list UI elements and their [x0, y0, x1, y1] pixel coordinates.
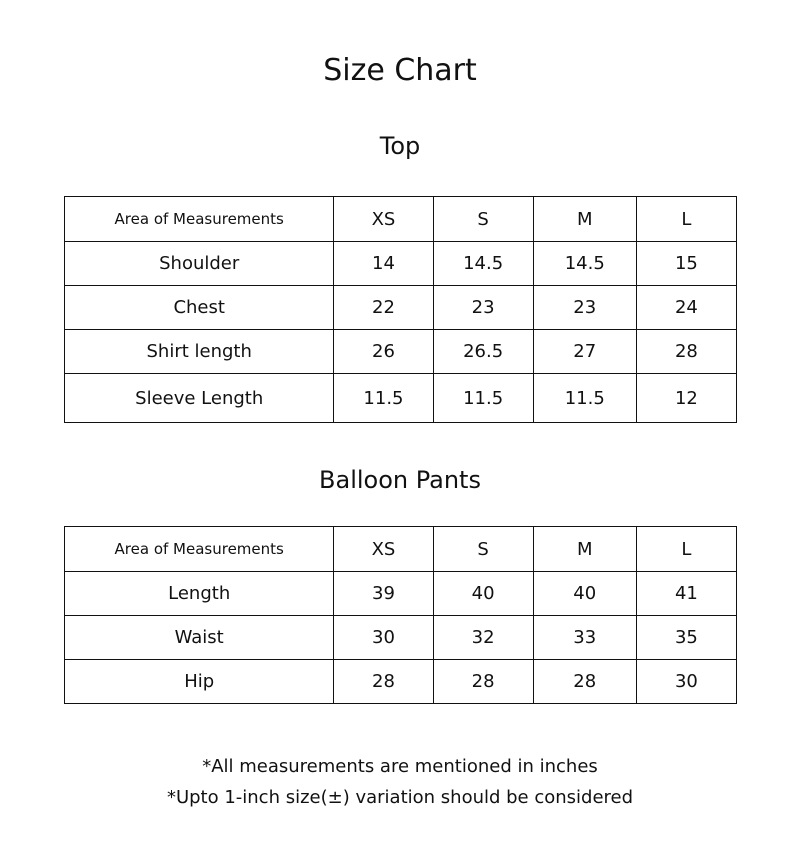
- table-row: [65, 572, 737, 616]
- cell-value: 26: [334, 330, 433, 374]
- cell-value: 39: [334, 572, 433, 616]
- cell-value: 41: [636, 572, 736, 616]
- cell-value: 30: [334, 616, 433, 660]
- cell-value: 14: [334, 242, 433, 286]
- top-section-title: Top: [379, 132, 421, 160]
- cell-value: 32: [433, 616, 533, 660]
- pants-section-title: Balloon Pants: [319, 466, 481, 494]
- table-row: [65, 286, 737, 330]
- table-header-row: [65, 527, 737, 572]
- header-size-l: L: [636, 197, 736, 242]
- header-area: Area of Measurements: [65, 527, 334, 572]
- top-size-table: [64, 196, 737, 423]
- cell-value: 11.5: [433, 374, 533, 423]
- cell-value: 28: [334, 660, 433, 704]
- cell-value: 35: [636, 616, 736, 660]
- cell-value: 14.5: [533, 242, 636, 286]
- header-size-xs: XS: [334, 197, 433, 242]
- header-size-m: M: [533, 527, 636, 572]
- row-label: Length: [65, 572, 334, 616]
- cell-value: 40: [533, 572, 636, 616]
- row-label: Sleeve Length: [65, 374, 334, 423]
- table-header-row: [65, 197, 737, 242]
- row-label: Shirt length: [65, 330, 334, 374]
- cell-value: 24: [636, 286, 736, 330]
- header-size-xs: XS: [334, 527, 433, 572]
- row-label: Hip: [65, 660, 334, 704]
- cell-value: 33: [533, 616, 636, 660]
- page-title: Size Chart: [323, 53, 477, 88]
- pants-size-table: [64, 526, 737, 704]
- cell-value: 40: [433, 572, 533, 616]
- cell-value: 28: [533, 660, 636, 704]
- cell-value: 15: [636, 242, 736, 286]
- cell-value: 30: [636, 660, 736, 704]
- cell-value: 26.5: [433, 330, 533, 374]
- cell-value: 28: [433, 660, 533, 704]
- cell-value: 11.5: [334, 374, 433, 423]
- table-row: [65, 374, 737, 423]
- table-row: [65, 660, 737, 704]
- table-row: [65, 242, 737, 286]
- size-variation-note: *Upto 1-inch size(±) variation should be considered: [166, 787, 634, 808]
- cell-value: 23: [433, 286, 533, 330]
- header-area: Area of Measurements: [65, 197, 334, 242]
- cell-value: 11.5: [533, 374, 636, 423]
- cell-value: 22: [334, 286, 433, 330]
- header-size-s: S: [433, 527, 533, 572]
- table-row: [65, 616, 737, 660]
- cell-value: 23: [533, 286, 636, 330]
- row-label: Chest: [65, 286, 334, 330]
- cell-value: 28: [636, 330, 736, 374]
- cell-value: 14.5: [433, 242, 533, 286]
- header-size-s: S: [433, 197, 533, 242]
- header-size-l: L: [636, 527, 736, 572]
- table-row: [65, 330, 737, 374]
- row-label: Waist: [65, 616, 334, 660]
- cell-value: 27: [533, 330, 636, 374]
- header-size-m: M: [533, 197, 636, 242]
- cell-value: 12: [636, 374, 736, 423]
- row-label: Shoulder: [65, 242, 334, 286]
- measurement-unit-note: *All measurements are mentioned in inches: [202, 756, 598, 777]
